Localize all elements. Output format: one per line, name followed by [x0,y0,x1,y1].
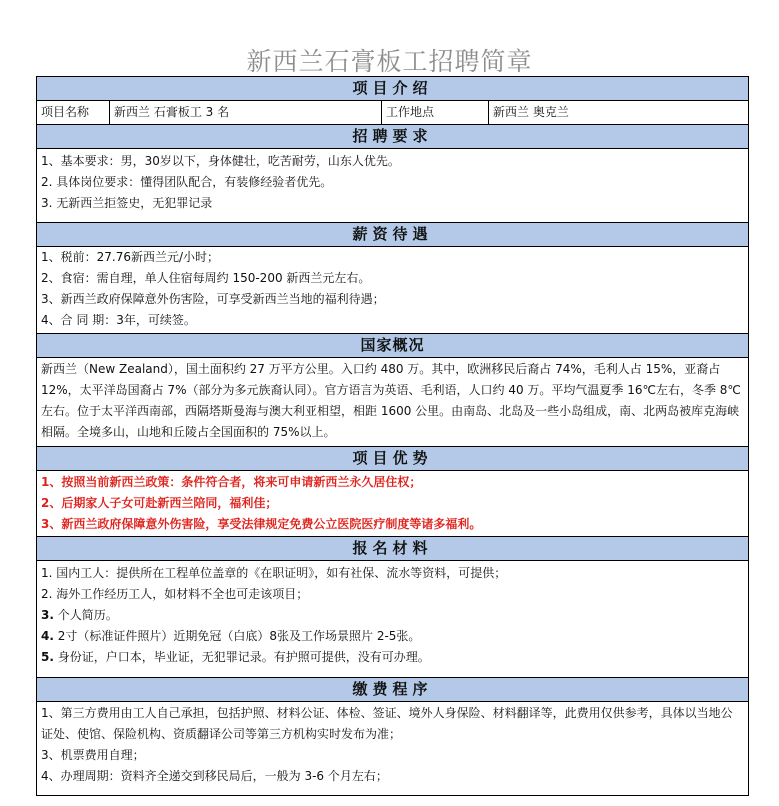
material-item [37,584,748,605]
salary-item: 3、新西兰政府保障意外伤害险，可享受新西兰当地的福利待遇； [41,292,385,306]
advantage-item: 2、后期家人子女可赴新西兰陪同，福利佳； [41,496,278,510]
material-item-text: 身份证，户口本，毕业证，无犯罪记录。有护照可提供，没有可办理。 [53,650,430,664]
material-item [37,626,748,647]
salary-item: 2、食宿：需自理，单人住宿每周约 150-200 新西兰元左右。 [41,271,371,285]
material-item-text: 个人简历。 [53,608,118,622]
material-item-text: 海外工作经历工人，如材料不全也可走该项目； [52,587,309,601]
advantage-item: 3、新西兰政府保障意外伤害险，享受法律规定免费公立医院医疗制度等诸多福利。 [41,517,482,531]
material-item-number: 1. [41,566,53,580]
material-item [37,563,748,584]
section-header-materials: 报名材料 [37,537,748,561]
section-header-salary: 薪资待遇 [37,223,748,247]
salary-body [37,247,748,334]
material-item-number: 5. [41,650,54,664]
material-item-number: 3. [41,608,54,622]
material-item [37,605,748,626]
requirement-item: 1、基本要求：男，30岁以下，身体健壮，吃苦耐劳，山东人优先。 [41,154,400,168]
project-name-value: 新西兰 石膏板工 3 名 [110,101,382,124]
intro-row [37,101,748,125]
advantage-item: 1、按照当前新西兰政策：条件符合者，将来可申请新西兰永久居住权； [41,475,422,489]
fee-item: 1、第三方费用由工人自己承担，包括护照、材料公证、体检、签证、境外人身保险、材料翻译等，此费用仅供参考，具体以当地公证处、使馆、保险机构、资质翻译公司等第三方机构实时发布为准； [41,706,733,741]
country-overview-text: 新西兰（New Zealand），国土面积约 27 万平方公里。入口约 480 万。其中，欧洲移民后裔占 74%，毛利人占 15%，亚裔占 12%，太平洋岛国裔占 7%（部分为多元族裔认同）。官方语言为英语、毛利语，人口约 40 万。平均气温夏季 16℃左右，冬季 8℃左右。位于太平洋西南部，西隔塔斯曼海与澳大利亚相望，相距 1600 公里。由南岛、北岛及一些小岛组成，南、北两岛被库克海峡相隔。全境多山，山地和丘陵占全国面积的 75%以上。 [41,362,741,439]
fee-item: 4、办理周期：资料齐全递交到移民局后，一般为 3-6 个月左右； [41,769,388,783]
materials-body [37,561,748,678]
recruitment-table [36,76,749,796]
material-item-number: 4. [41,629,54,643]
country-body [37,358,748,447]
work-place-label: 工作地点 [382,101,489,124]
material-item-text: 国内工人：提供所在工程单位盖章的《在职证明》，如有社保、流水等资料，可提供； [52,566,507,580]
section-header-intro: 项目介绍 [37,77,748,101]
section-header-country: 国家概况 [37,334,748,358]
page-title: 新西兰石膏板工招聘简章 [246,47,533,76]
work-place-value: 新西兰 奥克兰 [493,105,569,119]
salary-item: 1、税前：27.76新西兰元/小时； [41,250,220,264]
project-name-label: 项目名称 [37,101,110,124]
requirement-item: 3. 无新西兰拒签史，无犯罪记录 [41,196,213,210]
requirement-item: 2. 具体岗位要求：懂得团队配合，有装修经验者优先。 [41,175,333,189]
requirements-body [37,149,748,223]
fees-body [37,702,748,795]
section-header-requirements: 招聘要求 [37,125,748,149]
fee-item: 3、机票费用自理； [41,748,145,762]
material-item [37,647,748,668]
salary-item: 4、合 同 期：3年，可续签。 [41,313,196,327]
section-header-fees: 缴费程序 [37,678,748,702]
advantages-body [37,471,748,537]
material-item-number: 2. [41,587,53,601]
material-item-text: 2寸（标准证件照片）近期免冠（白底）8张及工作场景照片 2-5张。 [53,629,421,643]
section-header-advantages: 项目优势 [37,447,748,471]
